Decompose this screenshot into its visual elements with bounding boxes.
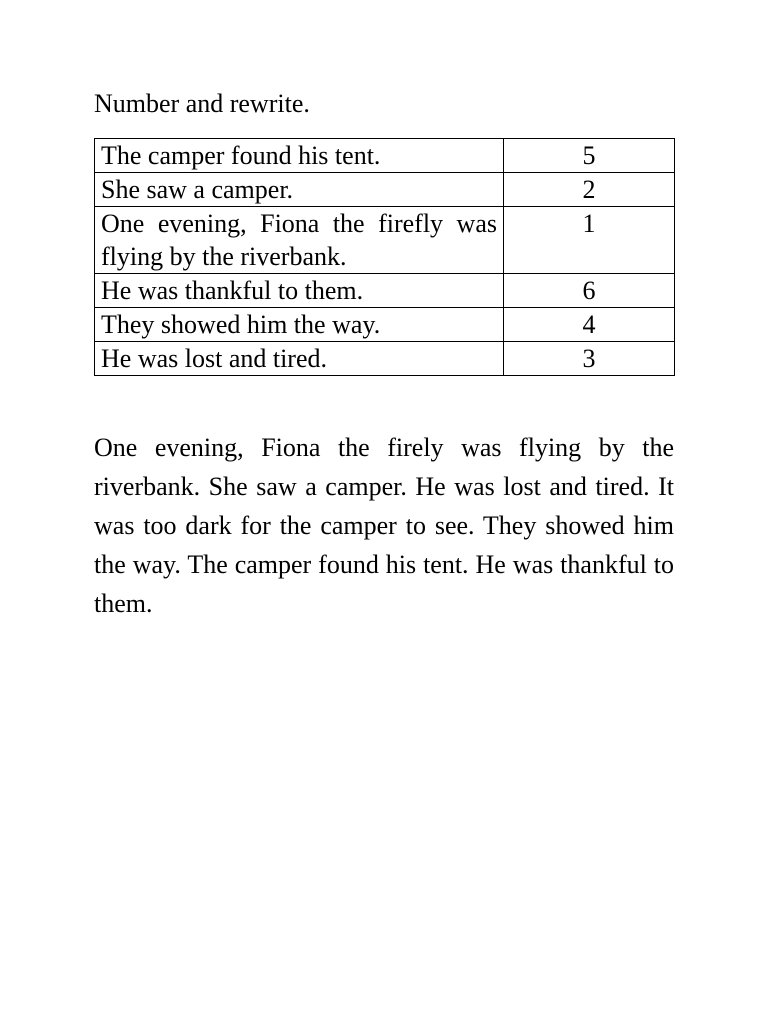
order-number-cell: 4 [504, 308, 675, 342]
sentence-cell: One evening, Fiona the firefly was flying by the riverbank. [95, 207, 504, 274]
sentence-cell: They showed him the way. [95, 308, 504, 342]
table-row [95, 139, 675, 173]
table-row [95, 274, 675, 308]
sentence-cell: He was thankful to them. [95, 274, 504, 308]
order-number-cell: 5 [504, 139, 675, 173]
table-row [95, 173, 675, 207]
table-row [95, 342, 675, 376]
sentence-cell: He was lost and tired. [95, 342, 504, 376]
instruction-heading: Number and rewrite. [94, 89, 310, 118]
rewritten-story-paragraph: One evening, Fiona the firely was flying by the riverbank. She saw a camper. He was lost and tired. It was too dark for the camper to see. They showed him the way. The camper found his tent. He was thankful to them. [94, 433, 674, 618]
worksheet [94, 88, 674, 623]
table-row [95, 207, 675, 274]
order-number-cell: 2 [504, 173, 675, 207]
sentence-cell: The camper found his tent. [95, 139, 504, 173]
sentence-order-table [94, 138, 675, 376]
sentence-cell: She saw a camper. [95, 173, 504, 207]
order-number-cell: 1 [504, 207, 675, 274]
table-row [95, 308, 675, 342]
order-number-cell: 6 [504, 274, 675, 308]
order-number-cell: 3 [504, 342, 675, 376]
